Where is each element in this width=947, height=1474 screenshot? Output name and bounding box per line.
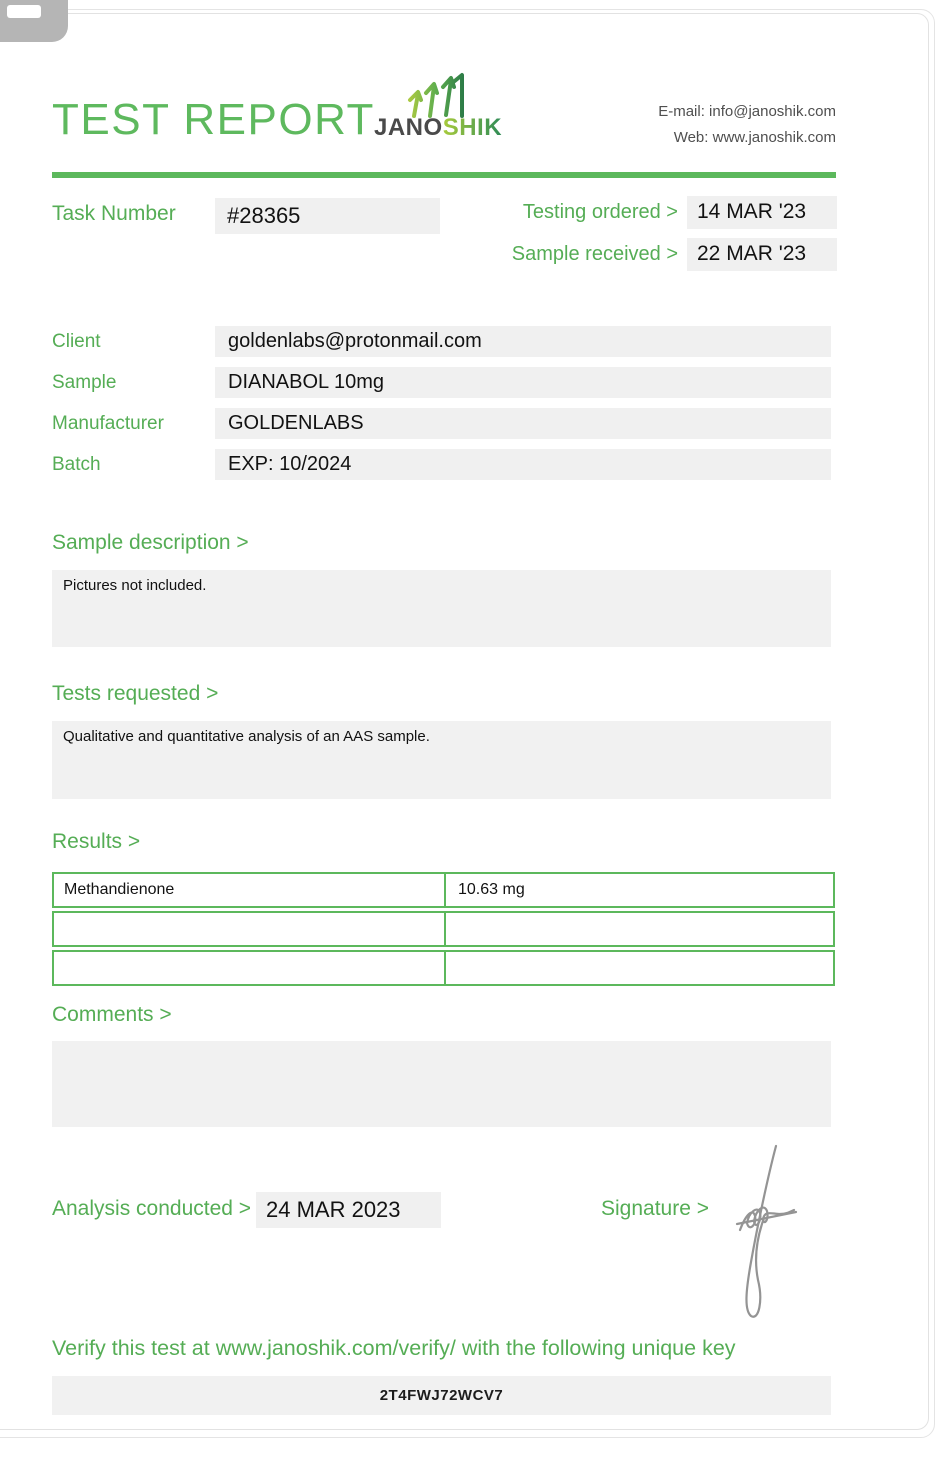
sample-received-value: 22 MAR '23 xyxy=(687,238,837,271)
result-amount-cell: 10.63 mg xyxy=(458,881,525,898)
task-number-label: Task Number xyxy=(52,202,176,225)
sample-value: DIANABOL 10mg xyxy=(215,367,831,398)
contact-block xyxy=(556,99,836,151)
results-table-row xyxy=(52,872,835,908)
logo-text-shik: SHIK xyxy=(442,114,503,141)
batch-row xyxy=(52,449,831,480)
results-table xyxy=(52,872,835,989)
growth-chart-arrows-icon xyxy=(401,72,471,120)
manufacturer-value: GOLDENLABS xyxy=(215,408,831,439)
analysis-conducted-label: Analysis conducted > xyxy=(52,1197,252,1220)
result-amount-cell xyxy=(446,952,833,984)
batch-value: EXP: 10/2024 xyxy=(215,449,831,480)
verify-key: 2T4FWJ72WCV7 xyxy=(52,1376,831,1415)
verify-instruction: Verify this test at www.janoshik.com/verify/ with the following unique key xyxy=(52,1336,736,1360)
testing-ordered-label: Testing ordered > xyxy=(522,200,678,223)
signature-label: Signature > xyxy=(601,1197,709,1220)
sample-received-row xyxy=(500,237,837,271)
sample-description-box: Pictures not included. xyxy=(52,570,831,647)
task-number-value: #28365 xyxy=(215,198,440,234)
batch-label: Batch xyxy=(52,454,101,475)
client-value: goldenlabs@protonmail.com xyxy=(215,326,831,357)
contact-email: E-mail: info@janoshik.com xyxy=(658,103,836,120)
comments-heading: Comments > xyxy=(52,1003,172,1026)
corner-tab xyxy=(0,0,68,42)
sample-received-label: Sample received > xyxy=(511,242,678,265)
client-row xyxy=(52,326,831,357)
client-label: Client xyxy=(52,331,101,352)
testing-ordered-value: 14 MAR '23 xyxy=(687,196,837,229)
header-divider xyxy=(52,172,836,178)
result-substance-cell: Methandienone xyxy=(54,874,446,906)
results-table-row xyxy=(52,911,835,947)
result-substance-cell xyxy=(54,913,446,945)
testing-ordered-row xyxy=(500,195,837,229)
comments-box xyxy=(52,1041,831,1127)
sample-description-heading: Sample description > xyxy=(52,531,249,554)
logo-wordmark xyxy=(374,114,502,142)
tests-requested-heading: Tests requested > xyxy=(52,682,219,705)
corner-tab-slot xyxy=(7,5,41,18)
analysis-conducted-value: 24 MAR 2023 xyxy=(256,1192,441,1228)
handwritten-signature xyxy=(712,1142,817,1324)
results-heading: Results > xyxy=(52,830,141,853)
manufacturer-label: Manufacturer xyxy=(52,413,164,434)
contact-web: Web: www.janoshik.com xyxy=(673,129,836,146)
result-amount-cell xyxy=(446,913,833,945)
page-title: TEST REPORT xyxy=(52,95,375,144)
result-substance-cell xyxy=(54,952,446,984)
manufacturer-row xyxy=(52,408,831,439)
logo-text-jano: JANO xyxy=(374,114,443,141)
sample-row xyxy=(52,367,831,398)
tests-requested-box: Qualitative and quantitative analysis of an AAS sample. xyxy=(52,721,831,799)
sample-label: Sample xyxy=(52,372,117,393)
results-table-row xyxy=(52,950,835,986)
